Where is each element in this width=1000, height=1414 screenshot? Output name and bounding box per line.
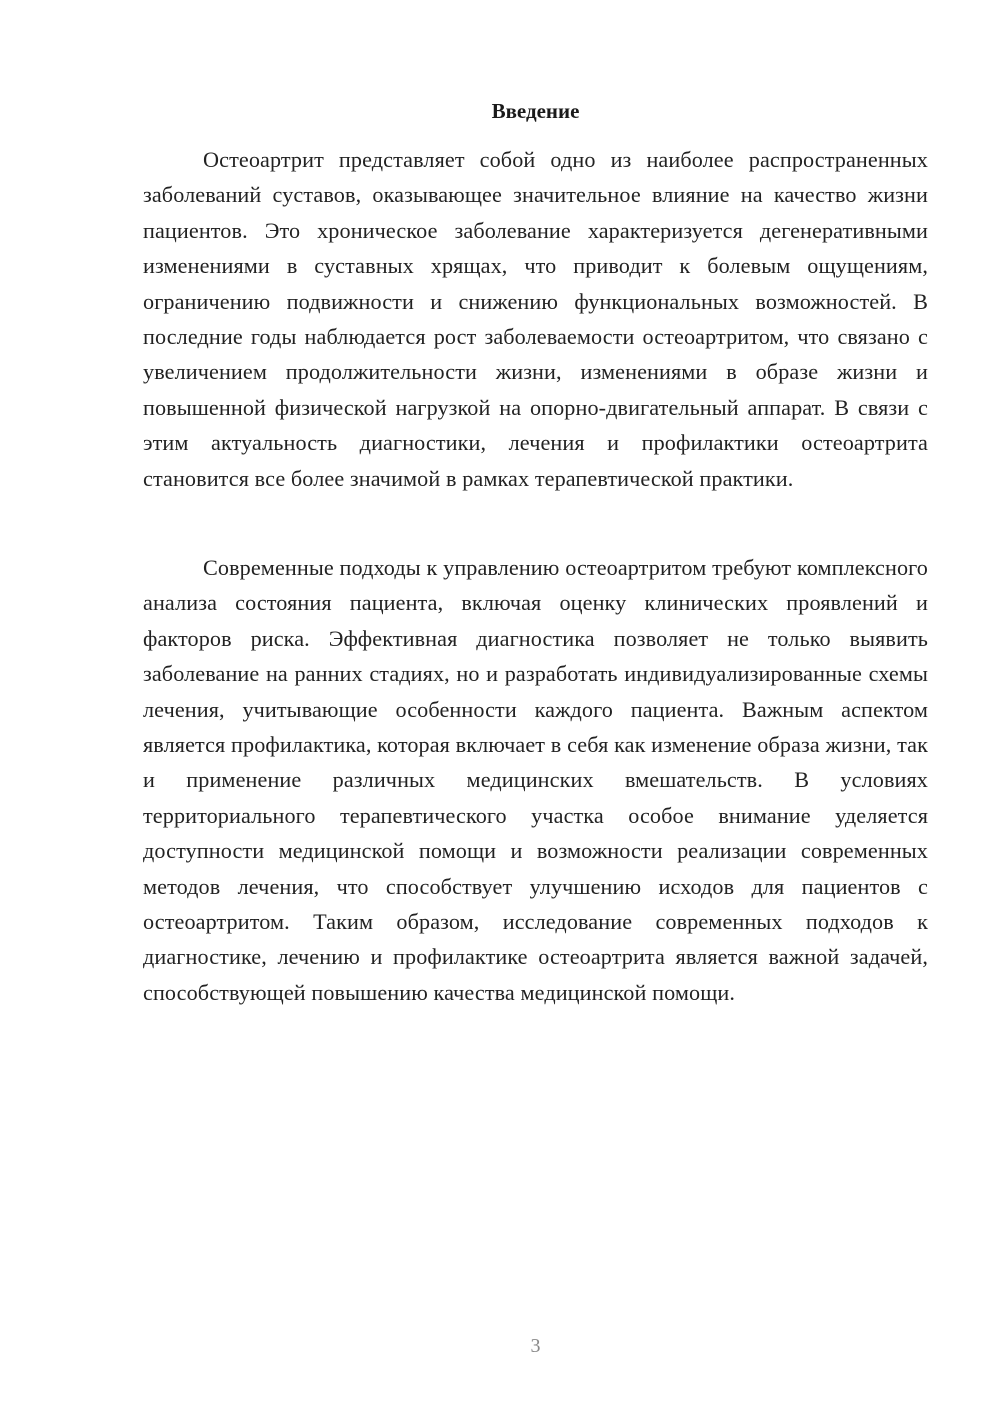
paragraph-1: Остеоартрит представляет собой одно из наиболее распространенных заболеваний суставов, оказывающее значительное влияние на качество жизни пациентов. Это хроническое заболевание характеризуется дегенеративными изменениями в суставных хрящах, что приводит к болевым ощущениям, ограничению подвижности и снижению функциональных возможностей. В последние годы наблюдается рост заболеваемости остеоартритом, что связано с увеличением продолжительности жизни, изменениями в образе жизни и повышенной физической нагрузкой на опорно-двигательный аппарат. В связи с этим актуальность диагностики, лечения и профилактики остеоартрита становится все более значимой в рамках терапевтической практики. [143,147,928,491]
paragraph-2: Современные подходы к управлению остеоартритом требуют комплексного анализа состояния пациента, включая оценку клинических проявлений и факторов риска. Эффективная диагностика позволяет не только выявить заболевание на ранних стадиях, но и разработать индивидуализированные схемы лечения, учитывающие особенности каждого пациента. Важным аспектом является профилактика, которая включает в себя как изменение образа жизни, так и применение различных медицинских вмешательств. В условиях территориального терапевтического участка особое внимание уделяется доступности медицинской помощи и возможности реализации современных методов лечения, что способствует улучшению исходов для пациентов с остеоартритом. Таким образом, исследование современных подходов к диагностике, лечению и профилактике остеоартрита является важной задачей, способствующей повышению качества медицинской помощи. [143,555,928,1005]
section-heading: Введение [491,99,580,123]
page-number: 3 [530,1335,541,1357]
